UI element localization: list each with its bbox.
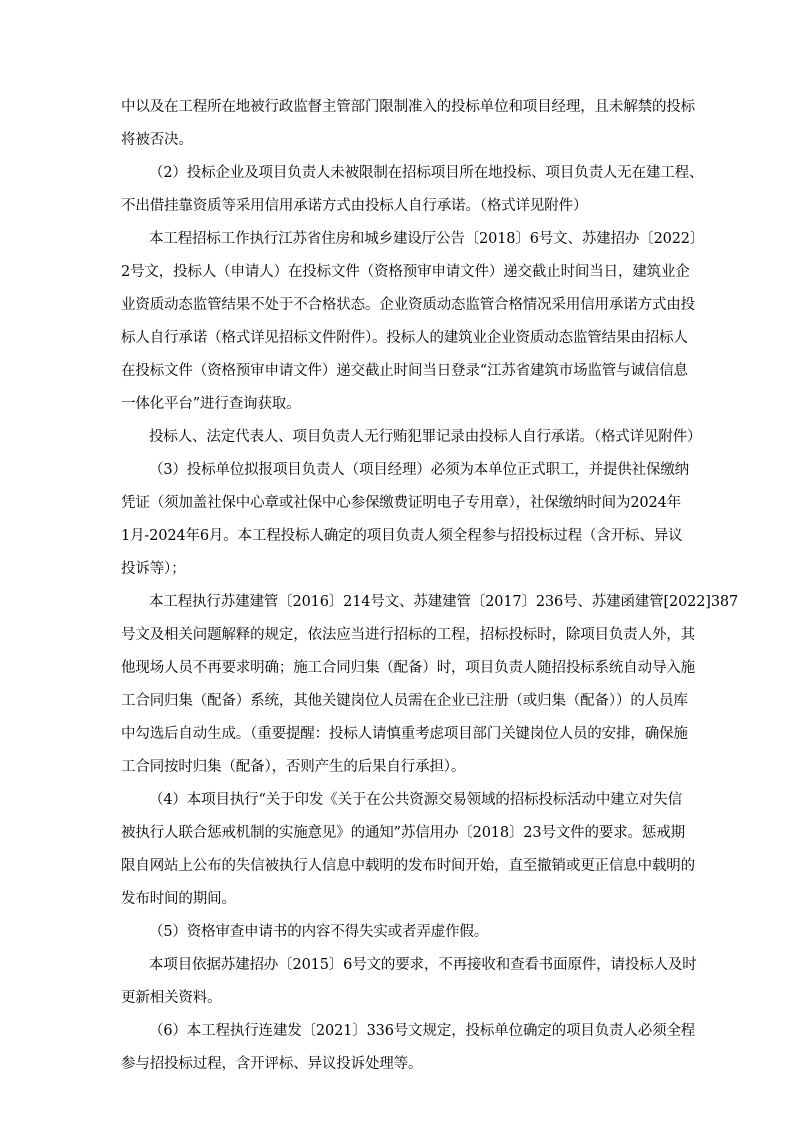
text-line: 2号文，投标人（申请人）在投标文件（资格预审申请文件）递交截止时间当日，建筑业企 [121,264,690,280]
text-line: 限自网站上公布的失信被执行人信息中载明的发布时间开始，直至撤销或更正信息中载明的 [121,858,695,874]
paragraph-bribery-line: 投标人、法定代表人、项目负责人无行贿犯罪记录由投标人自行承诺。（格式详见附件） [149,429,702,445]
text-line: 参与招投标过程，含开评标、异议投诉处理等。 [121,1056,423,1072]
text-line: 投诉等）； [121,561,186,577]
text-line: 工合同按时归集（配备），否则产生的后果自行承担）。 [121,759,466,775]
paragraph-qualification-line: 本工程招标工作执行江苏省住房和城乡建设厅公告〔2018〕6号文、苏建招办〔2022〕 [149,231,705,247]
paragraph-4-line: （4）本项目执行“关于印发《关于在公共资源交易领域的招标投标活动中建立对失信 [149,792,682,808]
paragraph-originals-line: 本项目依据苏建招办〔2015〕6号文的要求，不再接收和查看书面原件，请投标人及时 [149,957,697,973]
paragraph-2-line: （2）投标企业及项目负责人未被限制在招标项目所在地投标、项目负责人无在建工程、 [149,165,704,181]
paragraph-3-line: （3）投标单位拟报项目负责人（项目经理）必须为本单位正式职工，并提供社保缴纳 [149,462,690,478]
text-line: 他现场人员不再要求明确；施工合同归集（配备）时，项目负责人随招投标系统自动导入施 [121,660,695,676]
paragraph-6-line: （6）本工程执行连建发〔2021〕336号文规定，投标单位确定的项目负责人必须全程 [149,1023,696,1039]
text-line: 号文及相关问题解释的规定，依法应当进行招标的工程，招标投标时，除项目负责人外，其 [121,627,695,643]
text-line: 中以及在工程所在地被行政监督主管部门限制准入的投标单位和项目经理，且未解禁的投标 [121,99,695,115]
text-line: 标人自行承诺（格式详见招标文件附件）。投标人的建筑业企业资质动态监管结果由招标人 [121,330,688,346]
paragraph-construction-line: 本工程执行苏建建管〔2016〕214号文、苏建建管〔2017〕236号、苏建函建管[2022]387 [149,594,739,610]
text-line: 中勾选后自动生成。（重要提醒：投标人请慎重考虑项目部门关键岗位人员的安排，确保施 [121,726,688,742]
text-line: 不出借挂靠资质等采用信用承诺方式由投标人自行承诺。（格式详见附件） [121,198,588,214]
text-line: 工合同归集（配备）系统，其他关键岗位人员需在企业已注册（或归集（配备））的人员库 [121,693,688,709]
paragraph-5-line: （5）资格审查申请书的内容不得失实或者弄虚作假。 [149,924,489,940]
text-line: 一体化平台”进行查询获取。 [121,396,301,412]
text-line: 在投标文件（资格预审申请文件）递交截止时间当日登录“江苏省建筑市场监管与诚信信息 [121,363,688,379]
text-line: 更新相关资料。 [121,990,222,1006]
text-line: 业资质动态监管结果不处于不合格状态。企业资质动态监管合格情况采用信用承诺方式由投 [121,297,695,313]
text-line: 将被否决。 [121,132,193,148]
text-line: 1月-2024年6月。本工程投标人确定的项目负责人须全程参与招投标过程（含开标、异议 [121,528,683,544]
text-line: 被执行人联合惩戒机制的实施意见》的通知”苏信用办〔2018〕23号文件的要求。惩戒期 [121,825,685,841]
text-line: 发布时间的期间。 [121,891,236,907]
text-line: 凭证（须加盖社保中心章或社保中心参保缴费证明电子专用章），社保缴纳时间为2024年 [121,495,681,511]
